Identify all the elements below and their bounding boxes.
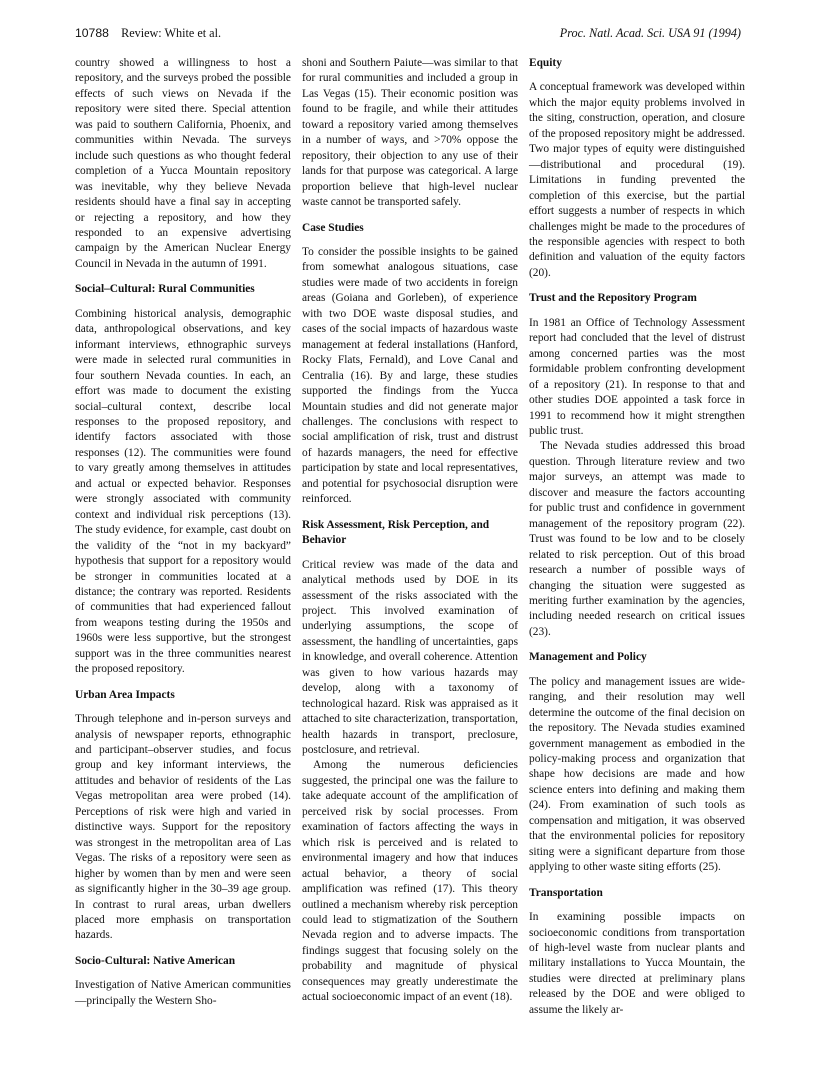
journal-citation: Proc. Natl. Acad. Sci. USA 91 (1994) <box>559 26 741 40</box>
paragraph: Among the numerous deficiencies suggested, the principal one was the failure to take adequate account of the amplification of perceived risk by social processes. From examination of factors affecting the ways in which risk is perceived and is related to environmental imagery and how that induces actual behavior, a theory of social amplification was refined (17). This theory outlined a mechanism whereby risk perception could lead to stigmatization of the Southern Nevada region and to adverse impacts. The findings suggest that focusing solely on the probability and magnitude of physical consequences may greatly underestimate the actual socioeconomic impact of an event (18). <box>302 759 518 1004</box>
page-number: 10788 <box>75 26 109 40</box>
running-header <box>75 24 741 42</box>
section-heading-rural-communities: Social–Cultural: Rural Communities <box>75 283 255 296</box>
running-title: Review: White et al. <box>121 26 222 40</box>
section-heading-trust: Trust and the Repository Program <box>529 292 697 305</box>
section-heading-urban-area-impacts: Urban Area Impacts <box>75 688 175 701</box>
header-left <box>75 24 221 42</box>
column-left <box>75 56 291 1009</box>
section-heading-risk-assessment: Risk Assessment, Risk Perception, and Behavior <box>302 518 490 547</box>
section-heading-transportation: Transportation <box>529 886 603 899</box>
paragraph: A conceptual framework was developed within which the major equity problems involved in the siting, construction, operation, and closure of the proposed repository might be addressed. Two major types of equity were distinguished—distributional and procedural (19). Limitations in funding prevented the completion of this exercise, but the partial effort suggests a number of respects in which challenges might be made to the procedures of the responsible agencies with respect to both definition and valuation of the equity factors (20). <box>529 81 745 279</box>
paragraph: In 1981 an Office of Technology Assessment report had concluded that the level of distrust among concerned parties was the most formidable problem confronting development of a repository (21). In response to that and other studies DOE appointed a task force in 1991 to recommend how it might strengthen public trust. <box>529 316 745 437</box>
section-heading-case-studies: Case Studies <box>302 221 364 234</box>
column-middle <box>302 56 518 1006</box>
paragraph: The policy and management issues are wide-ranging, and their resolution may well determine the outcome of the final decision on the repository. The Nevada studies examined government management as embodied in the policy-making process and organization that shape how decisions are made and how science enters into defining and making them (24). From examination of such tools as compensation and mitigation, it was observed that the environmental policies for repository siting were a significant departure from those applying to other waste siting efforts (25). <box>529 675 745 874</box>
paragraph: To consider the possible insights to be gained from somewhat analogous situations, case studies were made of two accidents in foreign areas (Goiana and Gorleben), of experience with two DOE waste disposal studies, and cases of the social impacts of hazardous waste management at federal installations (Hanford, Rocky Flats, Fernald), and Love Canal and Centralia (16). By and large, these studies supported the findings from the Yucca Mountain studies and did not generate major challenges. The conclusions with respect to social amplification of risk, trust and distrust of hazards managers, the need for effective participation by state and local representatives, and potential for psychosocial disruption were reinforced. <box>302 245 518 506</box>
section-heading-native-american: Socio-Cultural: Native American <box>75 954 236 967</box>
paragraph: country showed a willingness to host a repository, and the surveys probed the possible effects of such views on Nevada if the repository were sited there. Special attention was paid to southern California, Phoenix, and communities within Nevada. The surveys include such questions as who thought federal completion of a Yucca Mountain repository was inevitable, why they believe Nevada residents should have a final say in accepting or rejecting a repository, and how they responded to an expensive advertising campaign by the American Nuclear Energy Council in Nevada in the autumn of 1991. <box>75 57 291 270</box>
paragraph: In examining possible impacts on socioeconomic conditions from transportation of high-level waste from nuclear plants and military installations to Yucca Mountain, the studies were directed at preliminary plans released by the DOE and were obliged to assume the likely ar- <box>529 911 745 1016</box>
paragraph: The Nevada studies addressed this broad question. Through literature review and two major surveys, an attempt was made to discover and measure the factors accounting for public trust and confidence in government management of the repository program (22). Trust was found to be low and to be closely related to risk perception. Out of this broad research a number of possible ways of changing the situation were suggested as meriting further examination by the agencies, including needed research on critical issues (23). <box>529 440 745 638</box>
column-right <box>529 56 745 1018</box>
paragraph: Combining historical analysis, demographic data, anthropological observations, and key informant interviews, ethnographic surveys were made in selected rural communities in four southern Nevada counties. In each, an effort was made to document the existing social–cultural context, describe local responses to the proposed repository, and identify factors associated with those responses (12). The communities were found to vary greatly among themselves in attitudes and actual or expected behavior. Responses were strongly associated with community context and individual risk perceptions (13). The study evidence, for example, cast doubt on the validity of the “not in my backyard” hypothesis that support for a repository would be stronger in communities located at a distance; the contrary was reported. Residents of communities that had experienced fallout from weapons testing during the 1950s and 1960s were less supportive, but the strongest support was in the three communities nearest the proposed repository. <box>75 307 291 676</box>
paragraph: Investigation of Native American communities—principally the Western Sho- <box>75 979 291 1007</box>
section-heading-management-policy: Management and Policy <box>529 651 647 664</box>
paragraph: shoni and Southern Paiute—was similar to that for rural communities and included a group in Las Vegas (15). Their economic position was found to be fragile, and while their attitudes toward a repository varied among themselves in a number of ways, and >70% oppose the repository, their objection to any use of their lands for that purpose was categorical. A large proportion believe that high-level nuclear waste cannot be transported safely. <box>302 57 518 209</box>
section-heading-equity: Equity <box>529 57 562 69</box>
paragraph: Critical review was made of the data and analytical methods used by DOE in its assessment of the risks associated with the project. This involved examination of underlying assumptions, the scope of assessment, the handling of uncertainties, gaps in knowledge, and overall coherence. Attention was given to how various hazards may develop, along with a taxonomy of technological hazard. Risk was appraised as it attached to site characterization, transportation, health hazards in transport, preclosure, postclosure, and retrieval. <box>302 558 518 757</box>
paragraph: Through telephone and in-person surveys and analysis of newspaper reports, ethnographic and participant–observer studies, and focus group and key informant interviews, the attitudes and behavior of residents of the Las Vegas metropolitan area were probed (14). Perceptions of risk were high and varied in distinctive ways. Support for the repository was strongest in the metropolitan area of Las Vegas. The risks of a repository were seen as higher by women than by men and were seen as significantly higher in the 30–39 age group. In contrast to rural areas, urban dwellers placed more emphasis on transportation hazards. <box>75 713 291 942</box>
